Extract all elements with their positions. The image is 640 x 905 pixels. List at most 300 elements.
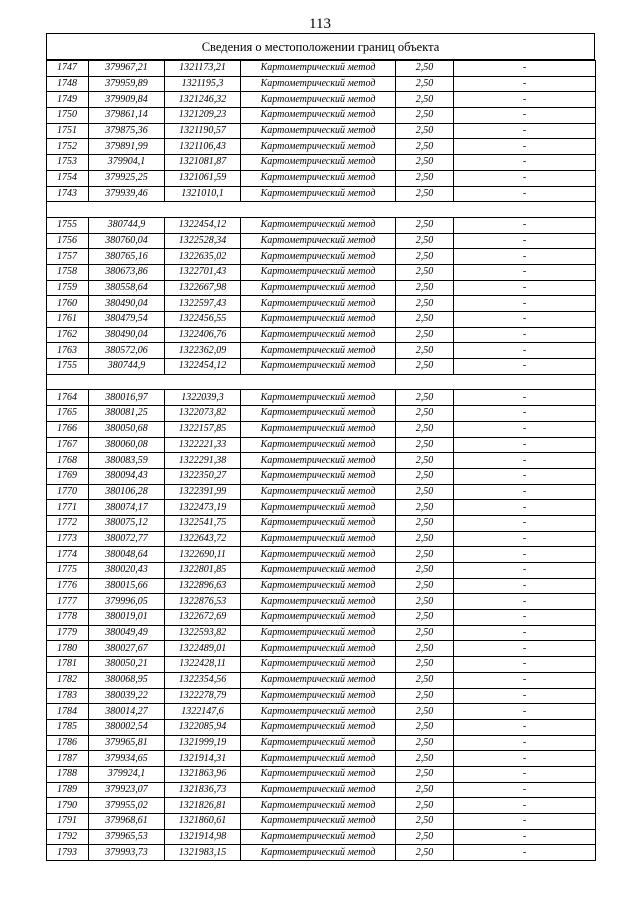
method-cell: Картометрический метод	[241, 515, 396, 531]
y-coordinate-cell: 1321246,32	[165, 92, 241, 108]
table-row	[47, 782, 596, 798]
table-row	[47, 829, 596, 845]
note-cell: -	[454, 610, 596, 626]
accuracy-cell: 2,50	[396, 76, 454, 92]
y-coordinate-cell: 1321195,3	[165, 76, 241, 92]
table-row	[47, 264, 596, 280]
accuracy-cell: 2,50	[396, 704, 454, 720]
method-cell: Картометрический метод	[241, 123, 396, 139]
x-coordinate-cell: 380075,12	[89, 515, 165, 531]
accuracy-cell: 2,50	[396, 625, 454, 641]
y-coordinate-cell: 1321999,19	[165, 735, 241, 751]
accuracy-cell: 2,50	[396, 61, 454, 77]
y-coordinate-cell: 1322672,69	[165, 610, 241, 626]
method-cell: Картометрический метод	[241, 76, 396, 92]
x-coordinate-cell: 380014,27	[89, 704, 165, 720]
point-number-cell: 1791	[47, 814, 89, 830]
accuracy-cell: 2,50	[396, 578, 454, 594]
accuracy-cell: 2,50	[396, 390, 454, 406]
boundary-points-table	[46, 60, 596, 861]
method-cell: Картометрический метод	[241, 92, 396, 108]
note-cell: -	[454, 280, 596, 296]
point-number-cell: 1770	[47, 484, 89, 500]
table-row	[47, 594, 596, 610]
method-cell: Картометрический метод	[241, 766, 396, 782]
method-cell: Картометрический метод	[241, 468, 396, 484]
table-row	[47, 657, 596, 673]
method-cell: Картометрический метод	[241, 170, 396, 186]
x-coordinate-cell: 380027,67	[89, 641, 165, 657]
table-row	[47, 437, 596, 453]
note-cell: -	[454, 249, 596, 265]
x-coordinate-cell: 379904,1	[89, 155, 165, 171]
x-coordinate-cell: 380068,95	[89, 672, 165, 688]
accuracy-cell: 2,50	[396, 719, 454, 735]
accuracy-cell: 2,50	[396, 766, 454, 782]
note-cell: -	[454, 751, 596, 767]
note-cell: -	[454, 594, 596, 610]
x-coordinate-cell: 379993,73	[89, 845, 165, 861]
method-cell: Картометрический метод	[241, 500, 396, 516]
accuracy-cell: 2,50	[396, 312, 454, 328]
table-row	[47, 327, 596, 343]
method-cell: Картометрический метод	[241, 327, 396, 343]
y-coordinate-cell: 1321863,96	[165, 766, 241, 782]
point-number-cell: 1743	[47, 186, 89, 202]
y-coordinate-cell: 1321914,31	[165, 751, 241, 767]
table-row	[47, 170, 596, 186]
note-cell: -	[454, 578, 596, 594]
y-coordinate-cell: 1321173,21	[165, 61, 241, 77]
method-cell: Картометрический метод	[241, 453, 396, 469]
note-cell: -	[454, 782, 596, 798]
accuracy-cell: 2,50	[396, 484, 454, 500]
x-coordinate-cell: 380019,01	[89, 610, 165, 626]
method-cell: Картометрический метод	[241, 484, 396, 500]
x-coordinate-cell: 380558,64	[89, 280, 165, 296]
point-number-cell: 1747	[47, 61, 89, 77]
note-cell: -	[454, 155, 596, 171]
y-coordinate-cell: 1322896,63	[165, 578, 241, 594]
note-cell: -	[454, 327, 596, 343]
table-row	[47, 155, 596, 171]
x-coordinate-cell: 380744,9	[89, 217, 165, 233]
method-cell: Картометрический метод	[241, 594, 396, 610]
table-row	[47, 641, 596, 657]
point-number-cell: 1752	[47, 139, 89, 155]
note-cell: -	[454, 531, 596, 547]
table-row	[47, 390, 596, 406]
note-cell: -	[454, 343, 596, 359]
y-coordinate-cell: 1322454,12	[165, 359, 241, 375]
method-cell: Картометрический метод	[241, 782, 396, 798]
accuracy-cell: 2,50	[396, 123, 454, 139]
page-number: 113	[309, 16, 331, 32]
note-cell: -	[454, 76, 596, 92]
y-coordinate-cell: 1321209,23	[165, 108, 241, 124]
y-coordinate-cell: 1321836,73	[165, 782, 241, 798]
method-cell: Картометрический метод	[241, 610, 396, 626]
x-coordinate-cell: 379923,07	[89, 782, 165, 798]
accuracy-cell: 2,50	[396, 500, 454, 516]
y-coordinate-cell: 1322456,55	[165, 312, 241, 328]
point-number-cell: 1769	[47, 468, 89, 484]
note-cell: -	[454, 688, 596, 704]
accuracy-cell: 2,50	[396, 594, 454, 610]
accuracy-cell: 2,50	[396, 280, 454, 296]
method-cell: Картометрический метод	[241, 625, 396, 641]
method-cell: Картометрический метод	[241, 657, 396, 673]
point-number-cell: 1765	[47, 406, 89, 422]
point-number-cell: 1790	[47, 798, 89, 814]
accuracy-cell: 2,50	[396, 453, 454, 469]
note-cell: -	[454, 563, 596, 579]
note-cell: -	[454, 766, 596, 782]
x-coordinate-cell: 380744,9	[89, 359, 165, 375]
x-coordinate-cell: 379968,61	[89, 814, 165, 830]
accuracy-cell: 2,50	[396, 829, 454, 845]
note-cell: -	[454, 814, 596, 830]
table-row	[47, 186, 596, 202]
x-coordinate-cell: 380002,54	[89, 719, 165, 735]
point-number-cell: 1785	[47, 719, 89, 735]
y-coordinate-cell: 1321826,81	[165, 798, 241, 814]
accuracy-cell: 2,50	[396, 782, 454, 798]
point-number-cell: 1778	[47, 610, 89, 626]
accuracy-cell: 2,50	[396, 217, 454, 233]
point-number-cell: 1749	[47, 92, 89, 108]
y-coordinate-cell: 1322085,94	[165, 719, 241, 735]
x-coordinate-cell: 380074,17	[89, 500, 165, 516]
accuracy-cell: 2,50	[396, 641, 454, 657]
accuracy-cell: 2,50	[396, 657, 454, 673]
table-row	[47, 453, 596, 469]
point-number-cell: 1784	[47, 704, 89, 720]
point-number-cell: 1754	[47, 170, 89, 186]
table-row	[47, 547, 596, 563]
x-coordinate-cell: 380490,04	[89, 296, 165, 312]
accuracy-cell: 2,50	[396, 155, 454, 171]
method-cell: Картометрический метод	[241, 186, 396, 202]
table-row	[47, 500, 596, 516]
accuracy-cell: 2,50	[396, 515, 454, 531]
point-number-cell: 1792	[47, 829, 89, 845]
note-cell: -	[454, 217, 596, 233]
accuracy-cell: 2,50	[396, 249, 454, 265]
y-coordinate-cell: 1321010,1	[165, 186, 241, 202]
x-coordinate-cell: 380015,66	[89, 578, 165, 594]
y-coordinate-cell: 1322643,72	[165, 531, 241, 547]
method-cell: Картометрический метод	[241, 61, 396, 77]
accuracy-cell: 2,50	[396, 343, 454, 359]
point-number-cell: 1779	[47, 625, 89, 641]
y-coordinate-cell: 1322039,3	[165, 390, 241, 406]
x-coordinate-cell: 380083,59	[89, 453, 165, 469]
table-row	[47, 766, 596, 782]
x-coordinate-cell: 380048,64	[89, 547, 165, 563]
accuracy-cell: 2,50	[396, 139, 454, 155]
x-coordinate-cell: 380490,04	[89, 327, 165, 343]
x-coordinate-cell: 379875,36	[89, 123, 165, 139]
y-coordinate-cell: 1321190,57	[165, 123, 241, 139]
table-row	[47, 61, 596, 77]
y-coordinate-cell: 1322147,6	[165, 704, 241, 720]
method-cell: Картометрический метод	[241, 343, 396, 359]
note-cell: -	[454, 359, 596, 375]
method-cell: Картометрический метод	[241, 359, 396, 375]
table-row	[47, 312, 596, 328]
method-cell: Картометрический метод	[241, 798, 396, 814]
accuracy-cell: 2,50	[396, 610, 454, 626]
x-coordinate-cell: 380072,77	[89, 531, 165, 547]
point-number-cell: 1772	[47, 515, 89, 531]
table-row	[47, 751, 596, 767]
method-cell: Картометрический метод	[241, 578, 396, 594]
x-coordinate-cell: 380081,25	[89, 406, 165, 422]
accuracy-cell: 2,50	[396, 233, 454, 249]
point-number-cell: 1789	[47, 782, 89, 798]
method-cell: Картометрический метод	[241, 233, 396, 249]
table-row	[47, 406, 596, 422]
y-coordinate-cell: 1322801,85	[165, 563, 241, 579]
x-coordinate-cell: 380050,21	[89, 657, 165, 673]
x-coordinate-cell: 379965,81	[89, 735, 165, 751]
note-cell: -	[454, 641, 596, 657]
x-coordinate-cell: 379965,53	[89, 829, 165, 845]
note-cell: -	[454, 719, 596, 735]
accuracy-cell: 2,50	[396, 798, 454, 814]
note-cell: -	[454, 845, 596, 861]
note-cell: -	[454, 625, 596, 641]
y-coordinate-cell: 1321081,87	[165, 155, 241, 171]
x-coordinate-cell: 380572,06	[89, 343, 165, 359]
x-coordinate-cell: 380760,04	[89, 233, 165, 249]
method-cell: Картометрический метод	[241, 531, 396, 547]
method-cell: Картометрический метод	[241, 390, 396, 406]
method-cell: Картометрический метод	[241, 641, 396, 657]
x-coordinate-cell: 380765,16	[89, 249, 165, 265]
x-coordinate-cell: 379996,05	[89, 594, 165, 610]
note-cell: -	[454, 233, 596, 249]
note-cell: -	[454, 61, 596, 77]
method-cell: Картометрический метод	[241, 845, 396, 861]
note-cell: -	[454, 515, 596, 531]
x-coordinate-cell: 380050,68	[89, 421, 165, 437]
point-number-cell: 1758	[47, 264, 89, 280]
x-coordinate-cell: 380039,22	[89, 688, 165, 704]
table-row	[47, 249, 596, 265]
method-cell: Картометрический метод	[241, 264, 396, 280]
table-row	[47, 280, 596, 296]
y-coordinate-cell: 1322354,56	[165, 672, 241, 688]
table-row	[47, 672, 596, 688]
point-number-cell: 1773	[47, 531, 89, 547]
table-row	[47, 798, 596, 814]
method-cell: Картометрический метод	[241, 563, 396, 579]
y-coordinate-cell: 1322350,27	[165, 468, 241, 484]
group-separator-row	[47, 202, 596, 218]
method-cell: Картометрический метод	[241, 249, 396, 265]
y-coordinate-cell: 1322528,34	[165, 233, 241, 249]
point-number-cell: 1774	[47, 547, 89, 563]
accuracy-cell: 2,50	[396, 735, 454, 751]
note-cell: -	[454, 123, 596, 139]
section-title: Сведения о местоположении границ объекта	[46, 33, 595, 60]
accuracy-cell: 2,50	[396, 327, 454, 343]
point-number-cell: 1755	[47, 359, 89, 375]
point-number-cell: 1780	[47, 641, 89, 657]
x-coordinate-cell: 379924,1	[89, 766, 165, 782]
boundary-table-sheet	[46, 33, 595, 861]
method-cell: Картометрический метод	[241, 139, 396, 155]
note-cell: -	[454, 139, 596, 155]
note-cell: -	[454, 500, 596, 516]
accuracy-cell: 2,50	[396, 814, 454, 830]
table-row	[47, 704, 596, 720]
x-coordinate-cell: 380016,97	[89, 390, 165, 406]
x-coordinate-cell: 380020,43	[89, 563, 165, 579]
table-row	[47, 578, 596, 594]
accuracy-cell: 2,50	[396, 296, 454, 312]
y-coordinate-cell: 1322635,02	[165, 249, 241, 265]
method-cell: Картометрический метод	[241, 280, 396, 296]
note-cell: -	[454, 296, 596, 312]
method-cell: Картометрический метод	[241, 296, 396, 312]
point-number-cell: 1783	[47, 688, 89, 704]
accuracy-cell: 2,50	[396, 751, 454, 767]
point-number-cell: 1771	[47, 500, 89, 516]
table-row	[47, 484, 596, 500]
table-row	[47, 76, 596, 92]
accuracy-cell: 2,50	[396, 688, 454, 704]
x-coordinate-cell: 379939,46	[89, 186, 165, 202]
table-row	[47, 735, 596, 751]
point-number-cell: 1767	[47, 437, 89, 453]
y-coordinate-cell: 1322473,19	[165, 500, 241, 516]
y-coordinate-cell: 1322454,12	[165, 217, 241, 233]
y-coordinate-cell: 1322876,53	[165, 594, 241, 610]
point-number-cell: 1755	[47, 217, 89, 233]
point-number-cell: 1793	[47, 845, 89, 861]
y-coordinate-cell: 1321061,59	[165, 170, 241, 186]
y-coordinate-cell: 1322073,82	[165, 406, 241, 422]
table-row	[47, 719, 596, 735]
accuracy-cell: 2,50	[396, 421, 454, 437]
separator-cell	[47, 374, 596, 390]
table-row	[47, 233, 596, 249]
accuracy-cell: 2,50	[396, 406, 454, 422]
accuracy-cell: 2,50	[396, 437, 454, 453]
method-cell: Картометрический метод	[241, 704, 396, 720]
x-coordinate-cell: 380049,49	[89, 625, 165, 641]
note-cell: -	[454, 312, 596, 328]
note-cell: -	[454, 547, 596, 563]
table-row	[47, 108, 596, 124]
y-coordinate-cell: 1322221,33	[165, 437, 241, 453]
point-number-cell: 1777	[47, 594, 89, 610]
point-number-cell: 1788	[47, 766, 89, 782]
note-cell: -	[454, 735, 596, 751]
method-cell: Картометрический метод	[241, 217, 396, 233]
y-coordinate-cell: 1322278,79	[165, 688, 241, 704]
accuracy-cell: 2,50	[396, 186, 454, 202]
table-row	[47, 92, 596, 108]
y-coordinate-cell: 1321983,15	[165, 845, 241, 861]
note-cell: -	[454, 798, 596, 814]
x-coordinate-cell: 379909,84	[89, 92, 165, 108]
accuracy-cell: 2,50	[396, 845, 454, 861]
method-cell: Картометрический метод	[241, 672, 396, 688]
y-coordinate-cell: 1322489,01	[165, 641, 241, 657]
x-coordinate-cell: 379959,89	[89, 76, 165, 92]
method-cell: Картометрический метод	[241, 547, 396, 563]
accuracy-cell: 2,50	[396, 170, 454, 186]
method-cell: Картометрический метод	[241, 406, 396, 422]
table-body	[47, 61, 596, 861]
point-number-cell: 1748	[47, 76, 89, 92]
x-coordinate-cell: 379891,99	[89, 139, 165, 155]
table-row	[47, 421, 596, 437]
accuracy-cell: 2,50	[396, 672, 454, 688]
x-coordinate-cell: 379934,65	[89, 751, 165, 767]
note-cell: -	[454, 437, 596, 453]
point-number-cell: 1761	[47, 312, 89, 328]
y-coordinate-cell: 1322597,43	[165, 296, 241, 312]
note-cell: -	[454, 186, 596, 202]
note-cell: -	[454, 390, 596, 406]
point-number-cell: 1782	[47, 672, 89, 688]
point-number-cell: 1762	[47, 327, 89, 343]
table-row	[47, 814, 596, 830]
method-cell: Картометрический метод	[241, 751, 396, 767]
table-row	[47, 343, 596, 359]
y-coordinate-cell: 1322541,75	[165, 515, 241, 531]
method-cell: Картометрический метод	[241, 155, 396, 171]
separator-cell	[47, 202, 596, 218]
table-row	[47, 845, 596, 861]
point-number-cell: 1760	[47, 296, 89, 312]
note-cell: -	[454, 829, 596, 845]
point-number-cell: 1759	[47, 280, 89, 296]
y-coordinate-cell: 1322667,98	[165, 280, 241, 296]
point-number-cell: 1756	[47, 233, 89, 249]
table-row	[47, 610, 596, 626]
note-cell: -	[454, 406, 596, 422]
table-row	[47, 217, 596, 233]
point-number-cell: 1757	[47, 249, 89, 265]
method-cell: Картометрический метод	[241, 814, 396, 830]
method-cell: Картометрический метод	[241, 312, 396, 328]
method-cell: Картометрический метод	[241, 688, 396, 704]
accuracy-cell: 2,50	[396, 264, 454, 280]
point-number-cell: 1787	[47, 751, 89, 767]
x-coordinate-cell: 380479,54	[89, 312, 165, 328]
x-coordinate-cell: 379861,14	[89, 108, 165, 124]
method-cell: Картометрический метод	[241, 829, 396, 845]
table-row	[47, 123, 596, 139]
x-coordinate-cell: 380106,28	[89, 484, 165, 500]
note-cell: -	[454, 108, 596, 124]
note-cell: -	[454, 704, 596, 720]
y-coordinate-cell: 1321914,98	[165, 829, 241, 845]
table-row	[47, 468, 596, 484]
note-cell: -	[454, 421, 596, 437]
y-coordinate-cell: 1322362,09	[165, 343, 241, 359]
point-number-cell: 1751	[47, 123, 89, 139]
y-coordinate-cell: 1322701,43	[165, 264, 241, 280]
method-cell: Картометрический метод	[241, 437, 396, 453]
note-cell: -	[454, 92, 596, 108]
